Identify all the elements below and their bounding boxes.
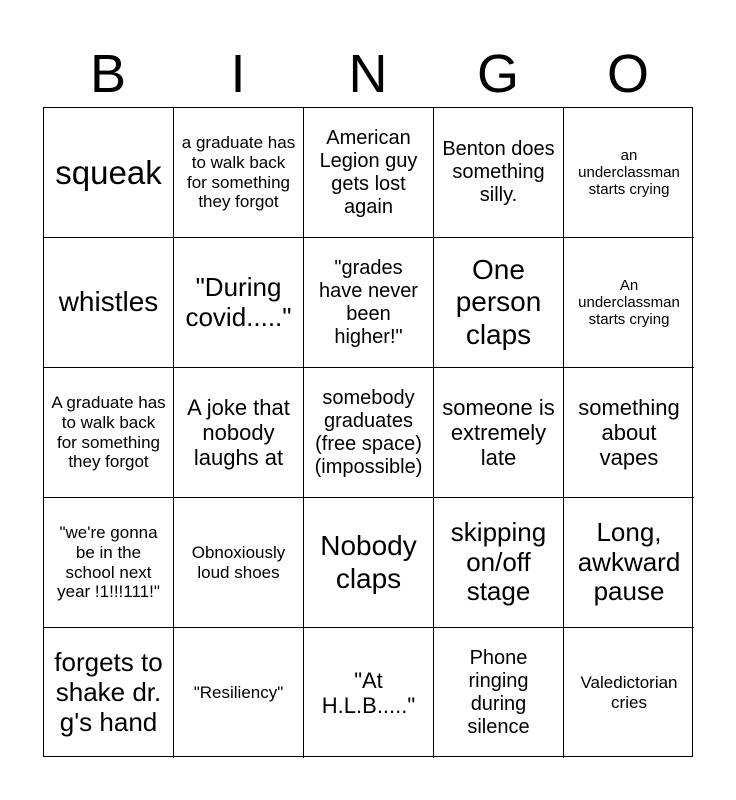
cell-text: A graduate has to walk back for something they forgot	[51, 393, 166, 472]
bingo-cell-r1c3[interactable]	[304, 108, 434, 238]
cell-text: "we're gonna be in the school next year !1!!!111!"	[57, 523, 160, 602]
cell-text: "At H.L.B....."	[321, 667, 416, 718]
bingo-cell-r5c3[interactable]	[304, 628, 434, 758]
cell-text: Phone ringing during silence	[467, 647, 530, 738]
header-letter-n: N	[348, 44, 388, 104]
cell-text: skipping on/off stage	[450, 516, 547, 607]
cell-text: forgets to shake dr. g's hand	[54, 647, 163, 737]
bingo-header	[43, 40, 693, 108]
bingo-cell-r4c5[interactable]	[564, 498, 694, 628]
bingo-cell-r4c1[interactable]	[44, 498, 174, 628]
cell-text: "During covid....."	[185, 271, 292, 332]
cell-text: "Resiliency"	[193, 683, 284, 703]
bingo-cell-r5c1[interactable]	[44, 628, 174, 758]
header-letter-g: G	[476, 44, 519, 104]
bingo-cell-r5c2[interactable]	[174, 628, 304, 758]
bingo-cell-r3c3[interactable]	[304, 368, 434, 498]
cell-text: Benton does something silly.	[442, 138, 555, 206]
cell-text: squeak	[55, 153, 162, 191]
bingo-cell-r2c3[interactable]	[304, 238, 434, 368]
bingo-cell-r2c5[interactable]	[564, 238, 694, 368]
cell-text: an underclassman starts crying	[578, 146, 680, 199]
cell-text: One person claps	[455, 254, 542, 350]
bingo-cell-r2c4[interactable]	[434, 238, 564, 368]
bingo-cell-r3c4[interactable]	[434, 368, 564, 498]
bingo-cell-r5c4[interactable]	[434, 628, 564, 758]
cell-text: whistles	[58, 286, 159, 318]
cell-text: something about vapes	[578, 394, 680, 471]
bingo-cell-r5c5[interactable]	[564, 628, 694, 758]
header-letter-i: I	[230, 44, 246, 104]
bingo-cell-r1c5[interactable]	[564, 108, 694, 238]
bingo-cell-r3c1[interactable]	[44, 368, 174, 498]
bingo-cell-r3c5[interactable]	[564, 368, 694, 498]
bingo-cell-r4c2[interactable]	[174, 498, 304, 628]
cell-text: Long, awkward pause	[577, 516, 681, 607]
cell-text: A joke that nobody laughs at	[187, 394, 290, 471]
bingo-cell-r3c2[interactable]	[174, 368, 304, 498]
cell-text: Obnoxiously loud shoes	[191, 542, 286, 582]
cell-text: Nobody claps	[320, 530, 417, 594]
cell-text: "grades have never been higher!"	[319, 256, 418, 348]
header-letter-b: B	[89, 44, 127, 104]
cell-text: someone is extremely late	[442, 394, 555, 471]
bingo-cell-r1c4[interactable]	[434, 108, 564, 238]
bingo-cell-r4c3[interactable]	[304, 498, 434, 628]
cell-text: American Legion guy gets lost again	[319, 126, 418, 218]
cell-text: Valedictorian cries	[580, 673, 678, 712]
bingo-cell-r2c1[interactable]	[44, 238, 174, 368]
bingo-cell-r1c1[interactable]	[44, 108, 174, 238]
cell-text: a graduate has to walk back for something they forgot	[181, 133, 296, 212]
header-letter-o: O	[606, 44, 649, 104]
bingo-cell-r1c2[interactable]	[174, 108, 304, 238]
cell-text: An underclassman starts crying	[578, 276, 680, 329]
bingo-cell-r2c2[interactable]	[174, 238, 304, 368]
bingo-board	[43, 107, 693, 757]
bingo-cell-r4c4[interactable]	[434, 498, 564, 628]
cell-text: somebody graduates (free space) (impossible)	[314, 386, 423, 478]
